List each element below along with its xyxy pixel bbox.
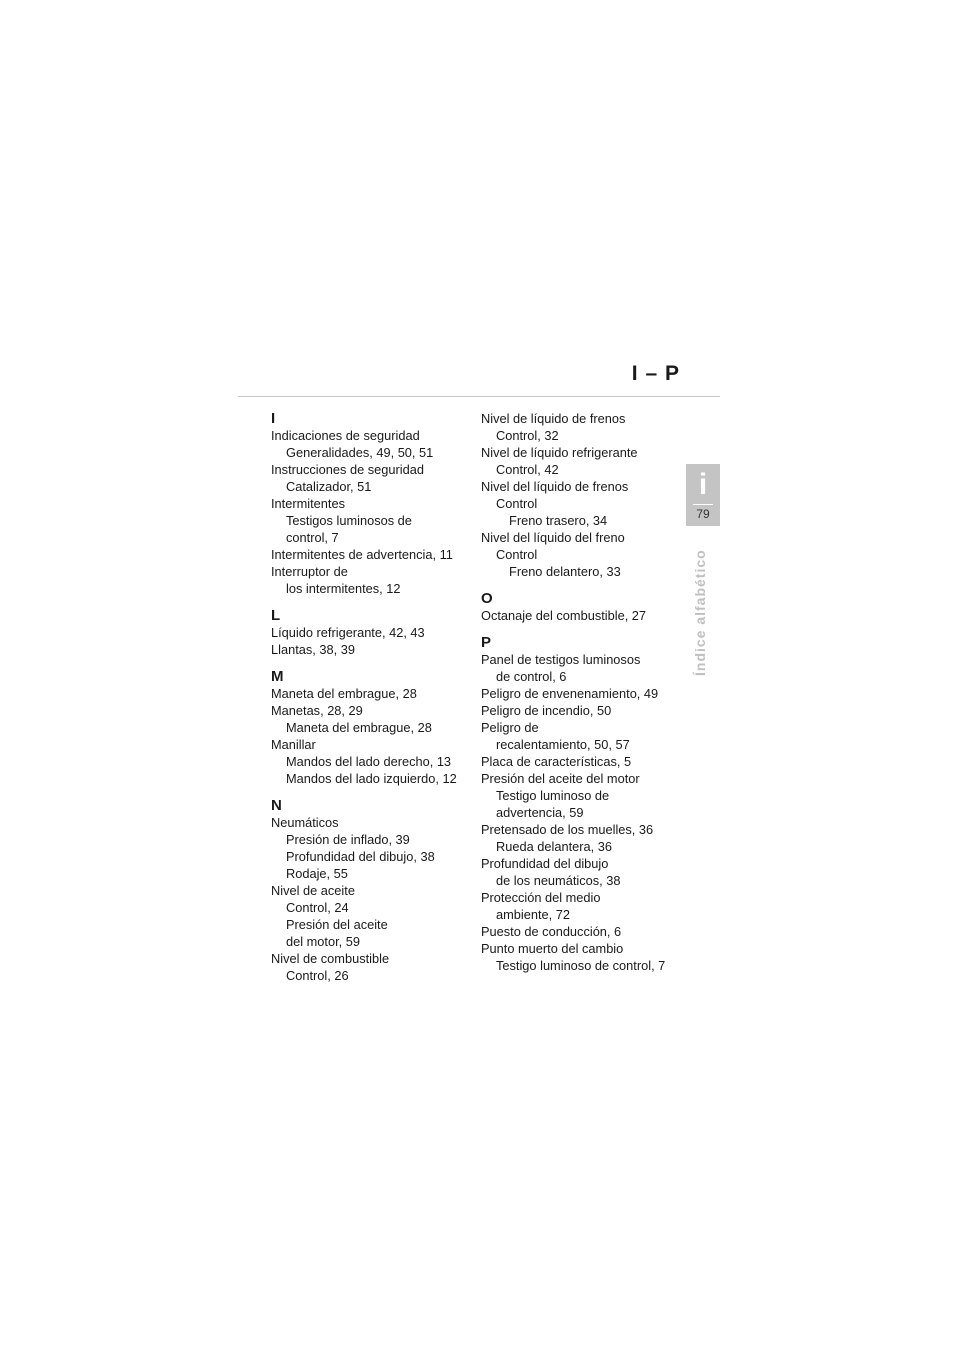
index-entry: recalentamiento, 50, 57 [496, 737, 630, 752]
index-entry: Neumáticos [271, 815, 339, 830]
section-letter: N [271, 797, 282, 814]
index-entry: Puesto de conducción, 6 [481, 924, 622, 939]
index-entry: del motor, 59 [286, 934, 360, 949]
index-entry: Mandos del lado derecho, 13 [286, 754, 452, 769]
index-entry: Manillar [271, 737, 316, 752]
index-entry: Nivel del líquido del freno [481, 530, 625, 545]
index-entry: Interruptor de [271, 564, 348, 579]
index-entry: Control [496, 496, 538, 511]
index-section [481, 410, 693, 580]
index-entry: Control, 42 [496, 462, 559, 477]
index-entry: Nivel de líquido refrigerante [481, 445, 638, 460]
index-section [481, 590, 693, 624]
index-entry: Peligro de incendio, 50 [481, 703, 612, 718]
index-entry: Maneta del embrague, 28 [286, 720, 432, 735]
index-entry: Control, 32 [496, 428, 559, 443]
index-section [271, 797, 471, 984]
index-entry: Panel de testigos luminosos [481, 652, 641, 667]
index-entry: Líquido refrigerante, 42, 43 [271, 625, 425, 640]
index-entry: Intermitentes de advertencia, 11 [271, 547, 453, 562]
page-title: I – P [631, 362, 680, 385]
index-entry: Control [496, 547, 538, 562]
index-entry: Nivel de combustible [271, 951, 390, 966]
index-entry: Generalidades, 49, 50, 51 [286, 445, 434, 460]
tab-divider [693, 504, 713, 505]
index-entry: Protección del medio [481, 890, 601, 905]
index-entry: Control, 26 [286, 968, 349, 983]
index-entry: Octanaje del combustible, 27 [481, 608, 647, 623]
index-entry: Testigo luminoso de [496, 788, 610, 803]
index-column-left [271, 410, 471, 984]
index-section [271, 607, 471, 658]
index-entry: Freno trasero, 34 [509, 513, 608, 528]
index-column-right [481, 410, 693, 974]
index-entry: Placa de características, 5 [481, 754, 632, 769]
index-entry: Nivel de líquido de frenos [481, 411, 626, 426]
section-letter: O [481, 590, 493, 607]
index-section [271, 668, 471, 787]
section-letter: L [271, 607, 281, 624]
index-entry: control, 7 [286, 530, 339, 545]
index-entry: de control, 6 [496, 669, 567, 684]
index-entry: Freno delantero, 33 [509, 564, 621, 579]
index-entry: Rodaje, 55 [286, 866, 348, 881]
index-entry: Intermitentes [271, 496, 345, 511]
index-entry: Nivel del líquido de frenos [481, 479, 629, 494]
index-entry: Peligro de envenenamiento, 49 [481, 686, 659, 701]
index-entry: Indicaciones de seguridad [271, 428, 420, 443]
index-entry: Presión del aceite [286, 917, 388, 932]
index-entry: Maneta del embrague, 28 [271, 686, 417, 701]
index-entry: los intermitentes, 12 [286, 581, 401, 596]
section-side-label: Índice alfabético [692, 549, 708, 676]
index-entry: Testigo luminoso de control, 7 [496, 958, 666, 973]
index-entry: Mandos del lado izquierdo, 12 [286, 771, 457, 786]
section-letter: P [481, 634, 492, 651]
index-entry: Testigos luminosos de [286, 513, 412, 528]
index-entry: Control, 24 [286, 900, 349, 915]
index-entry: de los neumáticos, 38 [496, 873, 621, 888]
index-section [481, 634, 693, 974]
index-entry: Instrucciones de seguridad [271, 462, 424, 477]
index-entry: Profundidad del dibujo [481, 856, 609, 871]
index-entry: advertencia, 59 [496, 805, 584, 820]
index-entry: Presión del aceite del motor [481, 771, 640, 786]
index-entry: Nivel de aceite [271, 883, 355, 898]
index-entry: Catalizador, 51 [286, 479, 372, 494]
index-entry: Rueda delantera, 36 [496, 839, 612, 854]
index-entry: Pretensado de los muelles, 36 [481, 822, 654, 837]
index-entry: Llantas, 38, 39 [271, 642, 355, 657]
section-letter: M [271, 668, 284, 685]
index-entry: ambiente, 72 [496, 907, 570, 922]
page-number: 79 [696, 507, 710, 521]
index-entry: Presión de inflado, 39 [286, 832, 410, 847]
index-entry: Peligro de [481, 720, 539, 735]
index-entry: Manetas, 28, 29 [271, 703, 363, 718]
index-entry: Punto muerto del cambio [481, 941, 624, 956]
info-icon: i [698, 468, 708, 501]
section-letter: I [271, 410, 276, 427]
index-entry: Profundidad del dibujo, 38 [286, 849, 435, 864]
index-section [271, 410, 471, 597]
header-divider [238, 396, 720, 397]
